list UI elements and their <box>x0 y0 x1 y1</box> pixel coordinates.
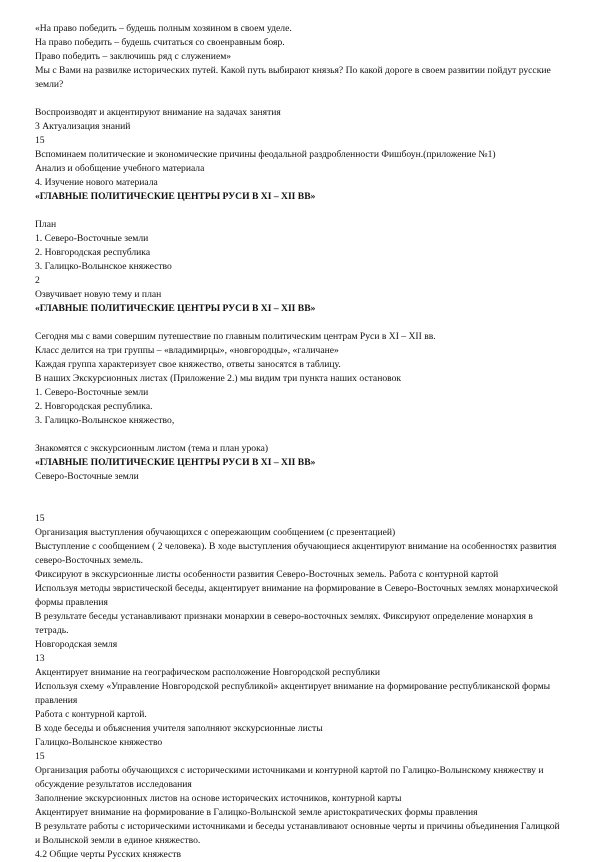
text-line: «На право победить – будешь полным хозяином в своем уделе. <box>35 23 292 34</box>
blank-line <box>35 498 560 512</box>
text-line: 15 <box>35 513 45 524</box>
document-page <box>35 22 560 862</box>
text-line: Новгородская земля <box>35 639 118 650</box>
text-line: Организация работы обучающихся с историческими источниками и контурной картой по Галицко-Волынскому княжеству и обсуждение результатов исследования <box>35 765 544 790</box>
text-line: 15 <box>35 751 45 762</box>
text-line: 3. Галицко-Волынское княжество <box>35 261 172 272</box>
text-line: «ГЛАВНЫЕ ПОЛИТИЧЕСКИЕ ЦЕНТРЫ РУСИ В XI – XII ВВ» <box>35 191 316 202</box>
text-line: Воспроизводят и акцентируют внимание на задачах занятия <box>35 107 281 118</box>
text-line: 13 <box>35 653 45 664</box>
text-line: Выступление с сообщением ( 2 человека). В ходе выступления обучающиеся акцентируют внимание на особенностях развития северо-Восточных земель. <box>35 541 557 566</box>
text-line: Галицко-Волынское княжество <box>35 737 163 748</box>
text-line: 1. Северо-Восточные земли <box>35 387 149 398</box>
text-line: Знакомятся с экскурсионным листом (тема и план урока) <box>35 443 269 454</box>
blank-line <box>35 204 560 218</box>
text-line: В результате беседы устанавливают признаки монархии в северо-восточных землях. Фиксируют определение монархия в тетрадь. <box>35 611 533 636</box>
text-line: Используя схему «Управление Новгородской республикой» акцентирует внимание на формирование республиканской формы правления <box>35 681 551 706</box>
text-line: Право победить – заключишь ряд с служением» <box>35 51 232 62</box>
text-line: Сегодня мы с вами совершим путешествие по главным политическим центрам Руси в XI – XII вв. <box>35 331 436 342</box>
text-line: 4. Изучение нового материала <box>35 177 158 188</box>
text-line: Мы с Вами на развилке исторических путей. Какой путь выбирают князья? По какой дороге в своем развитии пойдут русские земли? <box>35 65 551 90</box>
text-line: 1. Северо-Восточные земли <box>35 233 149 244</box>
text-line: Организация выступления обучающихся с опережающим сообщением (с презентацией) <box>35 527 396 538</box>
text-line: Вспоминаем политические и экономические причины феодальной раздробленности Фишбоун.(приложение №1) <box>35 149 496 160</box>
text-line: 2 <box>35 275 40 286</box>
blank-line <box>35 316 560 330</box>
blank-line <box>35 92 560 106</box>
text-line: В наших Экскурсионных листах (Приложение 2.) мы видим три пункта наших остановок <box>35 373 402 384</box>
text-line: 3. Галицко-Волынское княжество, <box>35 415 175 426</box>
text-line: В ходе беседы и объяснения учителя заполняют экскурсионные листы <box>35 723 323 734</box>
text-line: Акцентирует внимание на географическом расположение Новгородской республики <box>35 667 381 678</box>
blank-line <box>35 484 560 498</box>
text-line: «ГЛАВНЫЕ ПОЛИТИЧЕСКИЕ ЦЕНТРЫ РУСИ В XI – XII ВВ» <box>35 457 316 468</box>
text-line: На право победить – будешь считаться со своенравным бояр. <box>35 37 285 48</box>
text-line: 4.2 Общие черты Русских княжеств <box>35 849 181 860</box>
text-line: Класс делится на три группы – «владимирцы», «новгородцы», «галичане» <box>35 345 339 356</box>
text-line: «ГЛАВНЫЕ ПОЛИТИЧЕСКИЕ ЦЕНТРЫ РУСИ В XI – XII ВВ» <box>35 303 316 314</box>
text-line: 15 <box>35 135 45 146</box>
text-line: 2. Новгородская республика. <box>35 401 153 412</box>
text-line: Северо-Восточные земли <box>35 471 139 482</box>
text-line: Заполнение экскурсионных листов на основе исторических источников, контурной карты <box>35 793 402 804</box>
text-line: В результате работы с историческими источниками и беседы устанавливают основные черты и причины объединения Галицкой и Волынской земли в единое княжество. <box>35 821 560 846</box>
text-line: План <box>35 219 57 230</box>
text-line: Озвучивает новую тему и план <box>35 289 162 300</box>
text-line: Акцентирует внимание на формирование в Галицко-Волынской земле аристократических формы правления <box>35 807 478 818</box>
text-line: Анализ и обобщение учебного материала <box>35 163 205 174</box>
text-line: 2. Новгородская республика <box>35 247 151 258</box>
text-line: 3 Актуализация знаний <box>35 121 131 132</box>
text-line: Каждая группа характеризует свое княжество, ответы заносятся в таблицу. <box>35 359 341 370</box>
text-line: Фиксируют в экскурсионные листы особенности развития Северо-Восточных земель. Работа с контурной картой <box>35 569 499 580</box>
blank-line <box>35 428 560 442</box>
text-line: Используя методы эвристической беседы, акцентирует внимание на формирование в Северо-Восточных землях монархической формы правления <box>35 583 558 608</box>
text-line: Работа с контурной картой. <box>35 709 147 720</box>
